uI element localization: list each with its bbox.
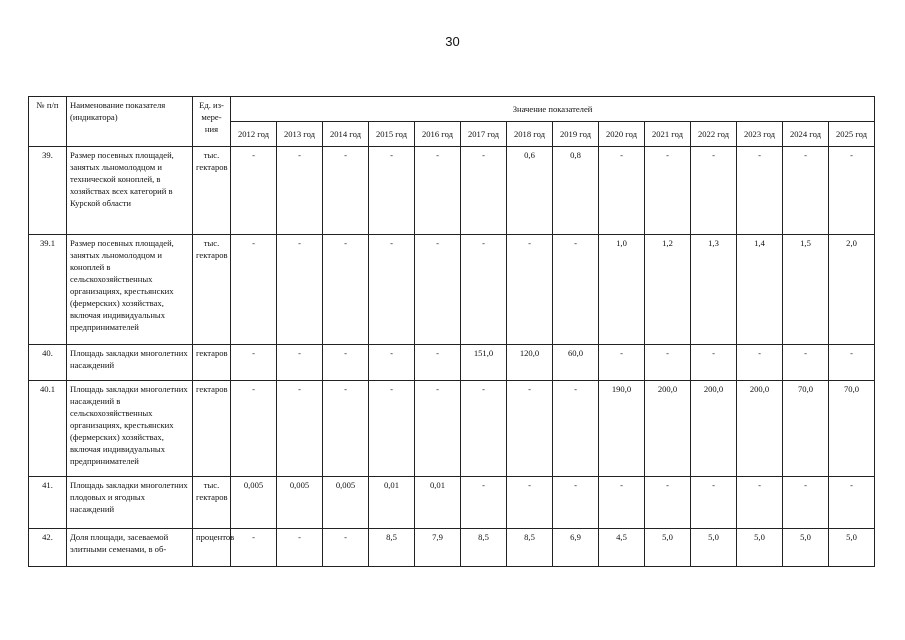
- value-cell: -: [415, 381, 461, 477]
- value-cell: 60,0: [553, 345, 599, 381]
- value-cell: -: [277, 147, 323, 235]
- row-number: 41.: [29, 477, 67, 529]
- value-cell: -: [231, 381, 277, 477]
- value-cell: 5,0: [829, 529, 875, 567]
- value-cell: -: [461, 381, 507, 477]
- table-row: [29, 529, 875, 567]
- value-cell: -: [231, 147, 277, 235]
- value-cell: 120,0: [507, 345, 553, 381]
- value-cell: -: [645, 477, 691, 529]
- row-number: 39.1: [29, 235, 67, 345]
- value-cell: -: [323, 381, 369, 477]
- value-cell: 0,8: [553, 147, 599, 235]
- value-cell: 2,0: [829, 235, 875, 345]
- table-row: [29, 381, 875, 477]
- value-cell: -: [691, 345, 737, 381]
- value-cell: 1,4: [737, 235, 783, 345]
- value-cell: -: [553, 477, 599, 529]
- indicator-name: Площадь закладки многолетних насаждений в сельскохозяйственных организациях, крестьянских (фермерских) хозяйствах, включая индивидуальных предпринимателей: [67, 381, 193, 477]
- value-cell: -: [737, 345, 783, 381]
- value-cell: -: [783, 345, 829, 381]
- header-year: 2025 год: [829, 122, 875, 147]
- value-cell: -: [369, 235, 415, 345]
- header-year: 2024 год: [783, 122, 829, 147]
- value-cell: -: [323, 529, 369, 567]
- value-cell: 6,9: [553, 529, 599, 567]
- value-cell: -: [231, 235, 277, 345]
- header-year: 2020 год: [599, 122, 645, 147]
- table-row: [29, 147, 875, 235]
- value-cell: -: [369, 147, 415, 235]
- indicator-name: Размер посевных площадей, занятых льномолодцом и технической коноплей, в хозяйствах всех категорий в Курской области: [67, 147, 193, 235]
- unit-cell: тыс. гектаров: [193, 235, 231, 345]
- value-cell: -: [645, 147, 691, 235]
- unit-cell: гектаров: [193, 381, 231, 477]
- value-cell: 5,0: [645, 529, 691, 567]
- table-body: [29, 147, 875, 567]
- indicator-name: Площадь закладки многолетних насаждений: [67, 345, 193, 381]
- value-cell: -: [323, 147, 369, 235]
- value-cell: 0,01: [415, 477, 461, 529]
- unit-cell: гектаров: [193, 345, 231, 381]
- value-cell: 5,0: [737, 529, 783, 567]
- indicator-name: Доля площади, засеваемой элитными семенами, в об-: [67, 529, 193, 567]
- value-cell: 8,5: [369, 529, 415, 567]
- value-cell: -: [369, 345, 415, 381]
- value-cell: 200,0: [691, 381, 737, 477]
- value-cell: -: [691, 147, 737, 235]
- unit-cell: тыс. гектаров: [193, 147, 231, 235]
- header-year: 2018 год: [507, 122, 553, 147]
- value-cell: -: [277, 235, 323, 345]
- header-year: 2017 год: [461, 122, 507, 147]
- value-cell: 4,5: [599, 529, 645, 567]
- value-cell: 1,0: [599, 235, 645, 345]
- value-cell: 70,0: [783, 381, 829, 477]
- value-cell: -: [231, 529, 277, 567]
- value-cell: 8,5: [507, 529, 553, 567]
- value-cell: -: [461, 147, 507, 235]
- value-cell: 151,0: [461, 345, 507, 381]
- header-year: 2019 год: [553, 122, 599, 147]
- header-name: Наименование показателя (индикатора): [67, 97, 193, 147]
- indicator-table: [28, 96, 875, 567]
- value-cell: 1,3: [691, 235, 737, 345]
- value-cell: -: [461, 235, 507, 345]
- value-cell: 190,0: [599, 381, 645, 477]
- value-cell: -: [783, 477, 829, 529]
- value-cell: -: [369, 381, 415, 477]
- row-number: 40.1: [29, 381, 67, 477]
- header-year: 2014 год: [323, 122, 369, 147]
- value-cell: -: [829, 345, 875, 381]
- header-year: 2015 год: [369, 122, 415, 147]
- value-cell: 200,0: [645, 381, 691, 477]
- unit-cell: процентов: [193, 529, 231, 567]
- page-number: 30: [445, 34, 460, 49]
- value-cell: 8,5: [461, 529, 507, 567]
- header-unit: Ед. из-мере-ния: [193, 97, 231, 147]
- value-cell: -: [553, 235, 599, 345]
- value-cell: -: [599, 477, 645, 529]
- header-year: 2023 год: [737, 122, 783, 147]
- value-cell: -: [553, 381, 599, 477]
- value-cell: -: [783, 147, 829, 235]
- row-number: 40.: [29, 345, 67, 381]
- indicator-name: Площадь закладки многолетних плодовых и ягодных насаждений: [67, 477, 193, 529]
- value-cell: -: [323, 345, 369, 381]
- table-row: [29, 345, 875, 381]
- value-cell: 0,005: [231, 477, 277, 529]
- value-cell: 0,005: [277, 477, 323, 529]
- value-cell: 0,01: [369, 477, 415, 529]
- unit-cell: тыс. гектаров: [193, 477, 231, 529]
- value-cell: -: [277, 529, 323, 567]
- header-row-group: [29, 97, 875, 122]
- value-cell: -: [737, 477, 783, 529]
- value-cell: -: [507, 235, 553, 345]
- value-cell: 5,0: [691, 529, 737, 567]
- value-cell: -: [323, 235, 369, 345]
- table-row: [29, 477, 875, 529]
- value-cell: -: [507, 477, 553, 529]
- table-row: [29, 235, 875, 345]
- value-cell: -: [645, 345, 691, 381]
- header-year: 2016 год: [415, 122, 461, 147]
- value-cell: -: [829, 477, 875, 529]
- value-cell: -: [691, 477, 737, 529]
- header-year: 2022 год: [691, 122, 737, 147]
- header-year: 2013 год: [277, 122, 323, 147]
- value-cell: 0,6: [507, 147, 553, 235]
- header-year: 2012 год: [231, 122, 277, 147]
- value-cell: -: [507, 381, 553, 477]
- value-cell: 5,0: [783, 529, 829, 567]
- header-year: 2021 год: [645, 122, 691, 147]
- value-cell: -: [599, 147, 645, 235]
- value-cell: 0,005: [323, 477, 369, 529]
- value-cell: -: [829, 147, 875, 235]
- value-cell: 7,9: [415, 529, 461, 567]
- header-num: № п/п: [29, 97, 67, 147]
- value-cell: -: [461, 477, 507, 529]
- value-cell: -: [231, 345, 277, 381]
- value-cell: -: [737, 147, 783, 235]
- value-cell: 70,0: [829, 381, 875, 477]
- value-cell: -: [277, 381, 323, 477]
- row-number: 42.: [29, 529, 67, 567]
- row-number: 39.: [29, 147, 67, 235]
- value-cell: 1,5: [783, 235, 829, 345]
- value-cell: -: [415, 235, 461, 345]
- header-values-group: Значение показателей: [231, 97, 875, 122]
- value-cell: -: [599, 345, 645, 381]
- value-cell: -: [415, 147, 461, 235]
- value-cell: -: [277, 345, 323, 381]
- value-cell: -: [415, 345, 461, 381]
- value-cell: 1,2: [645, 235, 691, 345]
- indicator-name: Размер посевных площадей, занятых льномолодцом и коноплей в сельскохозяйственных организациях, крестьянских (фермерских) хозяйствах, включая индивидуальных предпринимателей: [67, 235, 193, 345]
- value-cell: 200,0: [737, 381, 783, 477]
